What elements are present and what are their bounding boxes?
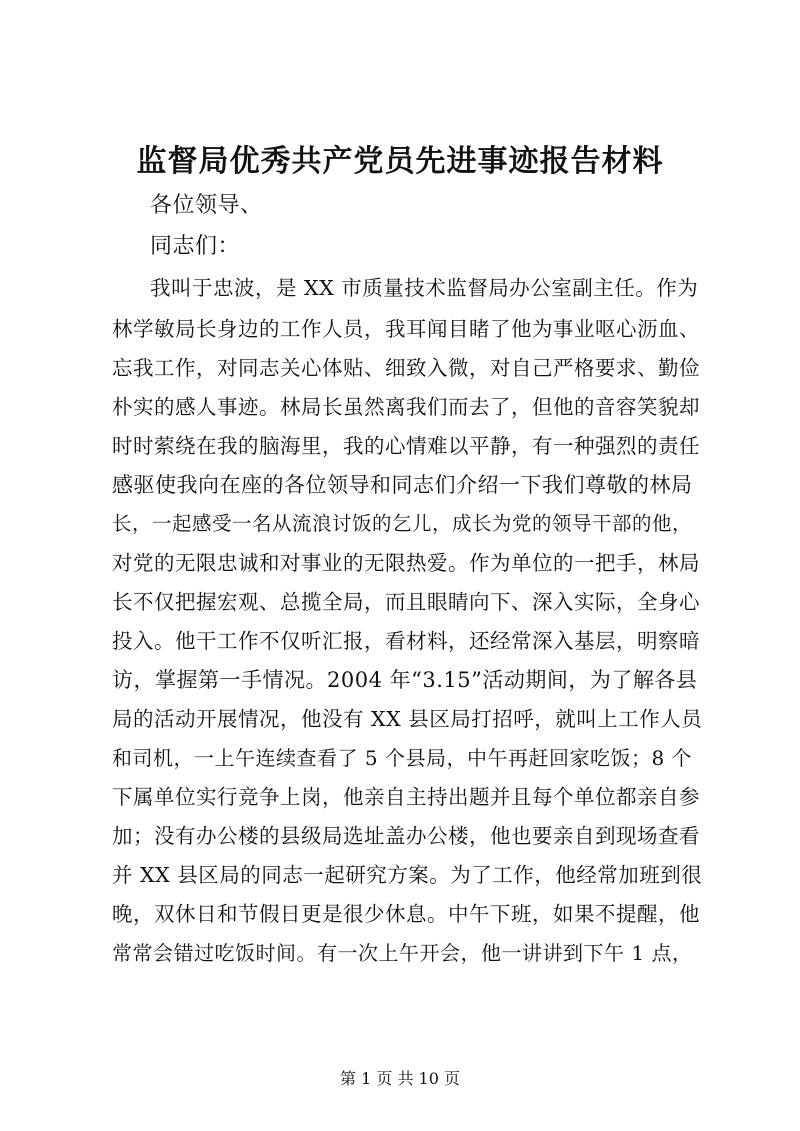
body-line: 和司机，一上午连续查看了 5 个县局，中午再赶回家吃饭；8 个 — [112, 746, 693, 770]
body-line: 感驱使我向在座的各位领导和同志们介绍一下我们尊敬的林局 — [112, 473, 693, 497]
body-line: 访，掌握第一手情况。2004 年“3.15”活动期间，为了解各县 — [112, 668, 698, 692]
document-title: 监督局优秀共产党员先进事迹报告材料 — [136, 144, 664, 179]
body-line: 我叫于忠波，是 XX 市质量技术监督局办公室副主任。作为 — [150, 276, 699, 300]
body-line: 晚，双休日和节假日更是很少休息。中午下班，如果不提醒，他 — [112, 902, 700, 926]
body-line: 局的活动开展情况，他没有 XX 县区局打招呼，就叫上工作人员 — [112, 707, 703, 731]
salutation-line-1: 各位领导、 — [150, 193, 263, 218]
body-line: 并 XX 县区局的同志一起研究方案。为了工作，他经常加班到很 — [112, 863, 703, 887]
body-line: 加；没有办公楼的县级局选址盖办公楼，他也要亲自到现场查看 — [112, 824, 700, 848]
body-line: 长，一起感受一名从流浪讨饭的乞儿，成长为党的领导干部的他， — [112, 512, 693, 535]
body-line: 投入。他干工作不仅听汇报，看材料，还经常深入基层，明察暗 — [112, 629, 700, 653]
body-line: 忘我工作，对同志关心体贴、细致入微，对自己严格要求、勤俭 — [112, 356, 700, 380]
body-line: 时时萦绕在我的脑海里，我的心情难以平静，有一种强烈的责任 — [112, 434, 700, 458]
body-line: 朴实的感人事迹。林局长虽然离我们而去了，但他的音容笑貌却 — [112, 395, 700, 419]
salutation-line-2: 同志们： — [150, 234, 241, 259]
body-line: 下属单位实行竞争上岗，他亲自主持出题并且每个单位都亲自参 — [112, 785, 700, 809]
body-line: 林学敏局长身边的工作人员，我耳闻目睹了他为事业呕心沥血、 — [112, 317, 700, 341]
body-line: 常常会错过吃饭时间。有一次上午开会，他一讲讲到下午 1 点， — [112, 941, 693, 965]
page-number-footer: 第 1 页 共 10 页 — [340, 1069, 460, 1088]
body-line: 长不仅把握宏观、总揽全局，而且眼睛向下、深入实际，全身心 — [112, 590, 700, 614]
body-line: 对党的无限忠诚和对事业的无限热爱。作为单位的一把手，林局 — [112, 551, 700, 575]
